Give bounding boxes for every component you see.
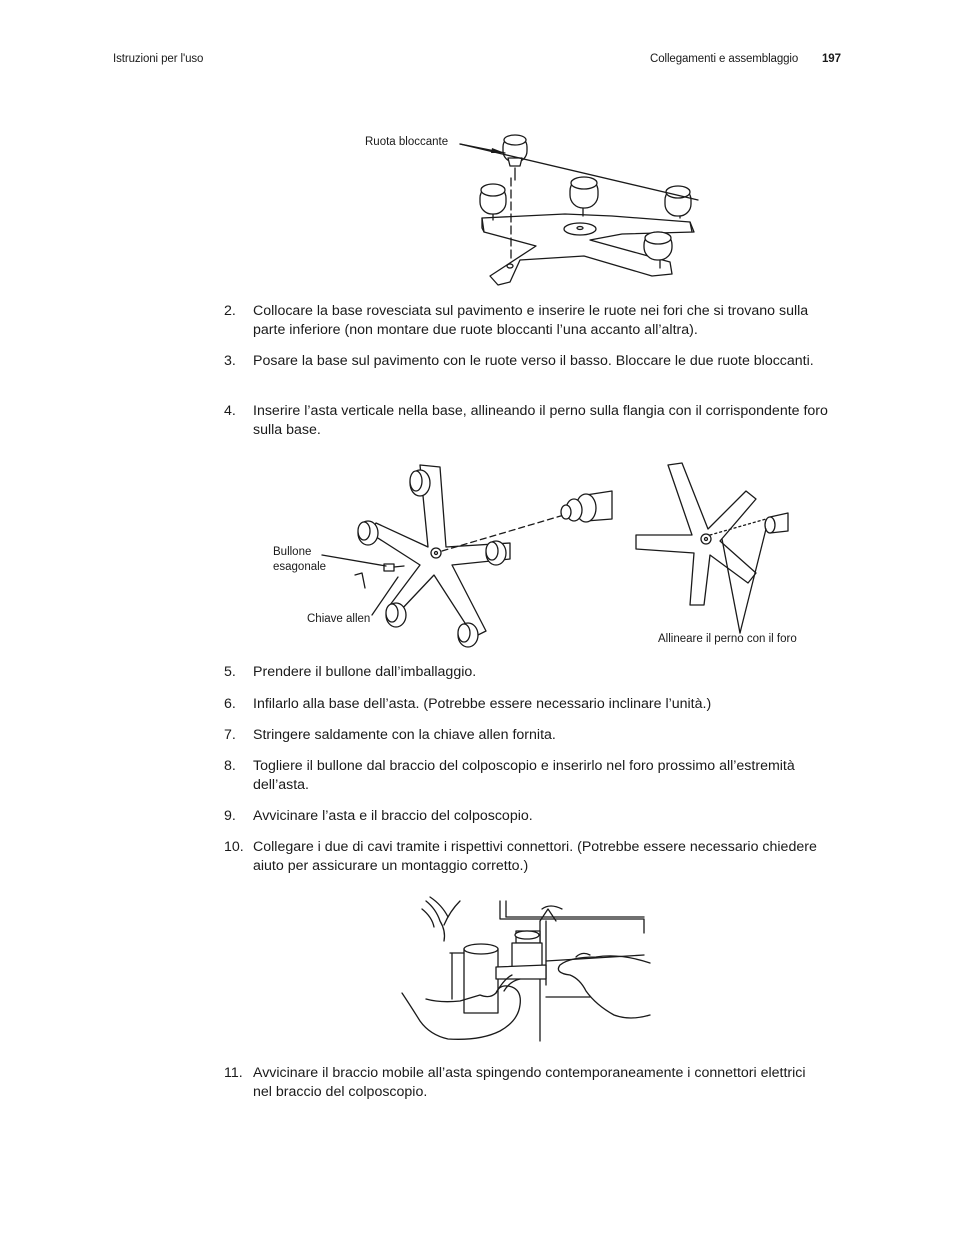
step-number: 2. bbox=[224, 303, 236, 319]
step-number: 3. bbox=[224, 353, 236, 369]
wheel-left-back bbox=[480, 184, 506, 220]
step-text: Prendere il bullone dall’imballaggio. bbox=[253, 664, 477, 680]
step-text: Togliere il bullone dal braccio del colposcopio e inserirlo nel foro prossimo all’estremità dell’asta. bbox=[253, 758, 795, 793]
running-header-section: Collegamenti e assemblaggio bbox=[650, 53, 799, 65]
left-base-wheel-left bbox=[358, 521, 378, 545]
step-number: 5. bbox=[224, 664, 236, 680]
right-star-base bbox=[636, 463, 756, 605]
step-number: 4. bbox=[224, 403, 236, 419]
right-hand bbox=[558, 956, 650, 1018]
figure-pole-assembly bbox=[270, 455, 810, 660]
label-hex-bolt-line1: Bullone bbox=[273, 546, 312, 558]
step-text: Collocare la base rovesciata sul pavimento e inserire le ruote nei fori che si trovano sulla parte inferiore (non montare due ruote bloccanti l’una accanto all’altra). bbox=[253, 303, 809, 338]
step-number: 10. bbox=[224, 839, 244, 855]
left-hand bbox=[402, 986, 520, 1039]
label-align-pin: Allineare il perno con il foro bbox=[658, 633, 797, 645]
label-hex-bolt-line2: esagonale bbox=[273, 561, 327, 573]
step-text: Avvicinare l’asta e il braccio del colposcopio. bbox=[253, 808, 533, 824]
allen-key bbox=[355, 573, 365, 588]
step-text: Stringere saldamente con la chiave allen fornita. bbox=[253, 727, 556, 743]
step-number: 9. bbox=[224, 808, 236, 824]
left-base-wheel-bottom-left bbox=[386, 603, 406, 627]
cable-connector bbox=[496, 965, 546, 979]
step-text: Infilarlo alla base dell’asta. (Potrebbe essere necessario inclinare l’unità.) bbox=[253, 696, 712, 712]
left-base-wheel-top bbox=[410, 470, 430, 496]
left-base-wheel-right bbox=[486, 541, 506, 565]
hex-bolt bbox=[384, 564, 404, 571]
label-locking-wheel: Ruota bloccante bbox=[365, 136, 449, 148]
wheel-right-back bbox=[665, 186, 691, 218]
running-header-title: Istruzioni per l'uso bbox=[113, 53, 204, 65]
pole-flange bbox=[561, 491, 612, 522]
step-number: 11. bbox=[224, 1065, 243, 1081]
base-wheels-illustration bbox=[360, 128, 710, 293]
label-allen-key: Chiave allen bbox=[307, 613, 371, 625]
step-text: Collegare i due di cavi tramite i rispettivi connettori. (Potrebbe essere necessario chiedere aiuto per assicurare un montaggio corretto.) bbox=[253, 839, 817, 874]
pole-assembly-illustration bbox=[270, 455, 810, 660]
step-number: 6. bbox=[224, 696, 236, 712]
page-number: 197 bbox=[822, 53, 841, 65]
step-number: 8. bbox=[224, 758, 236, 774]
left-base-wheel-bottom-right bbox=[458, 623, 478, 647]
connecting-cables-illustration bbox=[400, 895, 652, 1045]
right-pole-flange bbox=[765, 513, 788, 533]
figure-base-with-wheels bbox=[360, 128, 710, 293]
step-text: Avvicinare il braccio mobile all’asta spingendo contemporaneamente i connettori elettrici nel braccio del colposcopio. bbox=[253, 1065, 806, 1100]
pole-cylinder bbox=[464, 944, 498, 1013]
step-number: 7. bbox=[224, 727, 236, 743]
step-text: Inserire l’asta verticale nella base, allineando il perno sulla flangia con il corrispondente foro sulla base. bbox=[253, 403, 828, 438]
wheel-center-back bbox=[570, 177, 598, 216]
step-text: Posare la base sul pavimento con le ruote verso il basso. Bloccare le due ruote bloccanti. bbox=[253, 353, 814, 369]
figure-connecting-cables bbox=[400, 895, 652, 1045]
